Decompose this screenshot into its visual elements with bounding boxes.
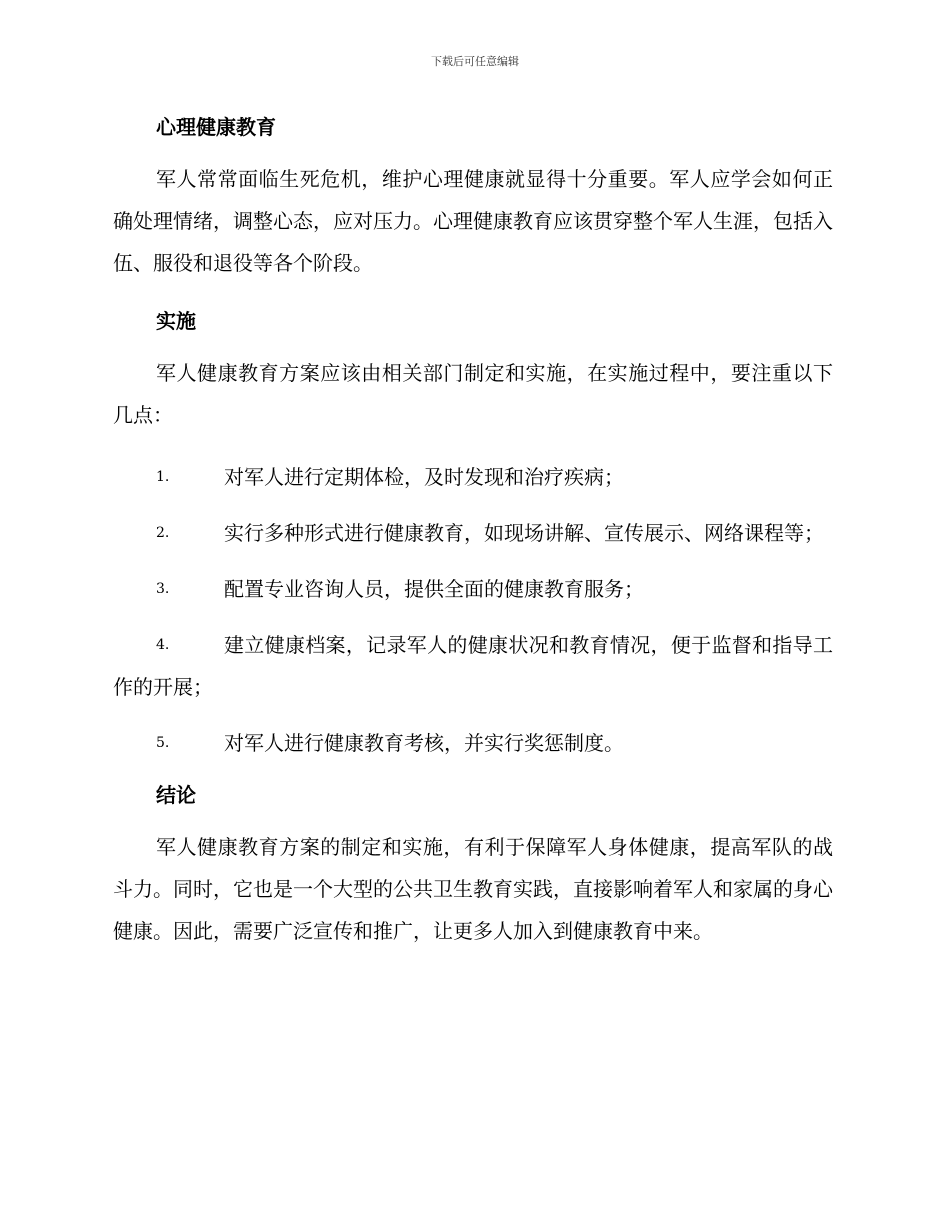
list-item-number: 4. [156, 637, 170, 653]
list-item-number: 2. [156, 525, 170, 541]
section-paragraph-conclusion: 军人健康教育方案的制定和实施，有利于保障军人身体健康，提高军队的战斗力。同时，它也是一个大型的公共卫生教育实践，直接影响着军人和家属的身心健康。因此，需要广泛宣传和推广，让更多人加入到健康教育中来。 [113, 835, 833, 943]
list-item-number: 5. [156, 735, 170, 751]
section-heading-conclusion: 结论 [156, 783, 196, 807]
section-paragraph-mental-health: 军人常常面临生死危机，维护心理健康就显得十分重要。军人应学会如何正确处理情绪，调整心态，应对压力。心理健康教育应该贯穿整个军人生涯，包括入伍、服役和退役等各个阶段。 [113, 167, 833, 275]
document-body [113, 110, 833, 952]
list-item [113, 512, 833, 554]
list-item-text: 实行多种形式进行健康教育，如现场讲解、宣传展示、网络课程等； [224, 521, 824, 545]
list-item [113, 624, 833, 708]
list-item-text: 对军人进行定期体检，及时发现和治疗疾病； [224, 465, 624, 489]
list-item-text: 对军人进行健康教育考核，并实行奖惩制度。 [224, 731, 624, 755]
list-item-number: 1. [156, 469, 170, 485]
list-item [113, 456, 833, 498]
section-heading-implementation: 实施 [156, 309, 196, 333]
list-item-text: 建立健康档案，记录军人的健康状况和教育情况，便于监督和指导工作的开展； [113, 633, 833, 699]
section-paragraph-implementation: 军人健康教育方案应该由相关部门制定和实施，在实施过程中，要注重以下几点： [113, 361, 833, 427]
header-note: 下载后可任意编辑 [431, 55, 519, 68]
list-item [113, 568, 833, 610]
section-heading-mental-health: 心理健康教育 [156, 115, 276, 139]
list-item [113, 722, 833, 764]
list-item-number: 3. [156, 581, 170, 597]
list-item-text: 配置专业咨询人员，提供全面的健康教育服务； [224, 577, 644, 601]
